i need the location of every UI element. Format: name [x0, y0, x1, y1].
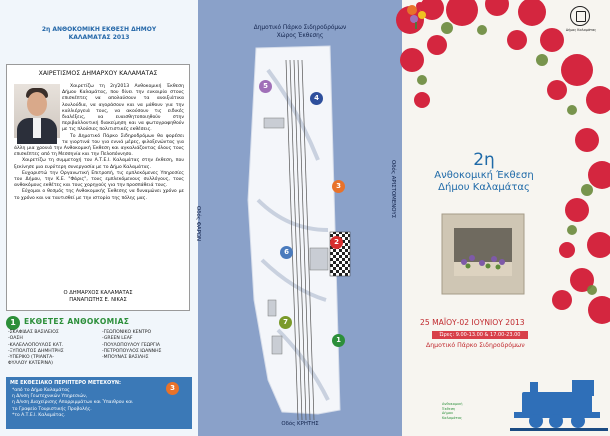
municipality-crest	[570, 6, 590, 26]
participants-list	[12, 388, 166, 419]
logo-text: Ανθοκομική	[442, 402, 463, 406]
map-marker-5: 5	[259, 80, 272, 93]
locomotive-silhouette	[510, 380, 608, 431]
participant-item: το Γραφείο Τουριστικής Προβολής.	[12, 406, 92, 412]
greeting-paragraph: Το Δημοτικό Πάρκο Σιδηροδρόμων θα φορέσει τα γιορτινά του για εννιά μέρες, φιλοξενώντας για άλλη μια χρονιά την Ανθοκομική Έκθεση και αγκαλιάζοντας όλους τους επισκέπτες από τη Μεσσηνία και την Πελοπόννησο.	[14, 133, 184, 158]
street-label-aristomenous: Οδός ΑΡΙΣΤΟΜΕΝΟΥΣ	[390, 160, 396, 219]
exhibitors-title: ΕΚΘΕΤΕΣ ΑΝΘΟΚΟΜΙΑΣ	[24, 317, 130, 326]
participants-badge: 3	[166, 382, 179, 395]
exhibitor-item: -ΠΟΥΛΟΠΟΥΛΟΥ ΓΕΩΡΓΙΑ	[102, 342, 160, 348]
header-line-2: ΚΑΛΑΜΑΤΑΣ 2013	[68, 34, 130, 41]
greeting-paragraph: Εύχομαι ο θεσμός της Ανθοκομικής Έκθεσης να δυναμώνει χρόνο με το χρόνο και να ταυτισθεί με την ιστορία της πόλης μας.	[14, 189, 184, 201]
header-line-1: 2η ΑΝΘΟΚΟΜΙΚΗ ΕΚΘΕΣΗ ΔΗΜΟΥ	[41, 26, 157, 33]
map-title-line-2: Χώρος Έκθεσης	[276, 33, 324, 39]
map-marker-7: 7	[279, 316, 292, 329]
participant-item: *από το Δήμο Καλαμάτας	[12, 388, 70, 393]
logo-text: Έκθεση	[442, 406, 456, 411]
cover-title-edition: 2η	[473, 150, 495, 170]
exhibitors-badge: 1	[6, 316, 20, 330]
exhibitor-item: -ΞΥΠΟΛΙΤΟΣ ΔΗΜΗΤΡΗΣ	[8, 348, 64, 354]
cover-title-line-2: Δήμου Καλαμάτας	[438, 182, 530, 193]
greeting-title: ΧΑΙΡΕΤΙΣΜΟΣ ΔΗΜΑΡΧΟΥ ΚΑΛΑΜΑΤΑΣ	[38, 70, 158, 77]
greeting-paragraph: Χαιρετίζω τη συμμετοχή του Α.Τ.Ε.Ι. Καλαμάτας στην έκθεση, που ξεκίνησε μια ευρύτερη συνεργασία με το Δήμο Καλαμάτας.	[14, 158, 184, 170]
map-marker-4: 4	[310, 92, 323, 105]
exhibitor-item: -ΠΕΤΡΟΠΟΥΛΟΣ ΙΩΑΝΝΗΣ	[102, 348, 162, 354]
signature-name: ΠΑΝΑΓΙΩΤΗΣ Ε. ΝΙΚΑΣ	[69, 297, 127, 303]
map-marker-2: 2	[330, 236, 343, 249]
left-panel	[0, 0, 198, 436]
greeting-signature	[7, 290, 189, 304]
participant-item: *το Α.Τ.Ε.Ι. Καλαμάτας.	[12, 412, 66, 418]
greeting-paragraph: Ευχαριστώ την Οργανωτική Επιτροπή, τις εμπλεκόμενες Υπηρεσίες του Δήμου, την Κ.Ε. "Φάρις", τους εμπλεκόμενους συλλόγους, τους ανθοκόμους εκθέτες και τους χορηγούς για την προσπάθειά τους.	[14, 170, 184, 189]
greeting-body	[14, 84, 184, 202]
exhibitor-item: -ΓΕΩΠΟΝΙΚΟ ΚΕΝΤΡΟ	[102, 330, 152, 335]
exhibitors-column-2	[102, 330, 194, 361]
participant-item: η Δ/νση Γεωτεχνικών Υπηρεσιών,	[12, 394, 88, 400]
map-marker-1: 1	[332, 334, 345, 347]
exhibitors-column-1	[8, 330, 100, 368]
park-map	[198, 0, 402, 436]
cover-title	[414, 150, 554, 194]
logo-label	[442, 402, 482, 420]
street-label-faron: Οδός ΦΑΡΩΝ	[195, 206, 201, 242]
map-title-line-1: Δημοτικό Πάρκο Σιδηροδρόμων	[253, 25, 347, 31]
logo-text: Καλαμάτας	[442, 415, 462, 420]
exhibitor-item: -ΥΠΕΡΙΚΟ (ΤΡΙΑΝΤΑ-	[8, 355, 54, 361]
cover-title-line-1: Ανθοκομική Έκθεση	[434, 170, 534, 181]
street-label-kritis: Οδός ΚΡΗΤΗΣ	[281, 421, 319, 427]
crest-label: Δήμος Καλαμάτας	[565, 28, 597, 32]
exhibitor-item: -ΟΑΣΗ	[8, 336, 23, 342]
map-marker-6: 6	[280, 246, 293, 259]
participants-title: ΜΕ ΕΚΘΕΣΙΑΚΟ ΠΕΡΙΠΤΕΡΟ ΜΕΤΕΧΟΥΝ:	[10, 380, 122, 386]
cover-panel	[402, 0, 610, 436]
stone-window	[442, 214, 524, 294]
exhibitor-item: ΦΥΛΛΟΥ ΚΑΤΕΡΙΝΑ)	[8, 361, 53, 367]
event-dates: 25 ΜΑΪΟΥ-02 ΙΟΥΝΙΟΥ 2013	[420, 318, 525, 327]
exhibitor-item: -ΚΑΛΕΛΛΟΠΟΥΛΟΣ ΚΑΤ.	[8, 342, 64, 348]
map-marker-3: 3	[332, 180, 345, 193]
exhibitor-item: -GREEN LEAF	[102, 336, 133, 342]
exhibitor-item: -ΜΠΟΥΝΑΣ ΒΑΣΙΛΗΣ	[102, 355, 149, 361]
signature-role: Ο ΔΗΜΑΡΧΟΣ ΚΑΛΑΜΑΤΑΣ	[63, 290, 133, 296]
exhibitors-section	[6, 316, 192, 370]
greeting-paragraph: Χαιρετίζω τη 2η/2013 Ανθοκομική Έκθεση Δήμου Καλαμάτας, που δίνει την ευκαιρία στους επισκέπτες να απολαύσουν τα ανοιξιάτικα λουλούδια, να αγοράσουν και να μάθουν για την καλλιέργειά τους, να ακούσουν τις ειδικές διαλέξεις, να ευαισθητοποιηθούν στην περιβαλλοντική διακείμηση και να φωτογραφηθούν με τις πλούσιες πολιτιστικές εκθέσεις.	[62, 84, 184, 133]
event-hours: Ώρες: 9.00-13.00 & 17.00-23.00	[432, 331, 528, 339]
participant-item: η Δ/νση Διαχείρισης Απορριμμάτων και Ύπαιθρου και	[12, 400, 133, 406]
mayor-greeting-box	[6, 64, 190, 311]
event-venue: Δημοτικό Πάρκο Σιδηροδρόμων	[426, 342, 525, 349]
map-panel	[195, 0, 402, 436]
cover-illustration	[402, 0, 610, 436]
participants-box	[6, 377, 192, 429]
flower-show-logo	[402, 0, 438, 30]
exhibitor-item: -ΣΚΑΦΙΔΑΣ ΒΑΣΙΛΕΙΟΣ	[8, 330, 59, 335]
brochure-header	[0, 26, 198, 42]
logo-text: Δήμου	[442, 411, 454, 416]
